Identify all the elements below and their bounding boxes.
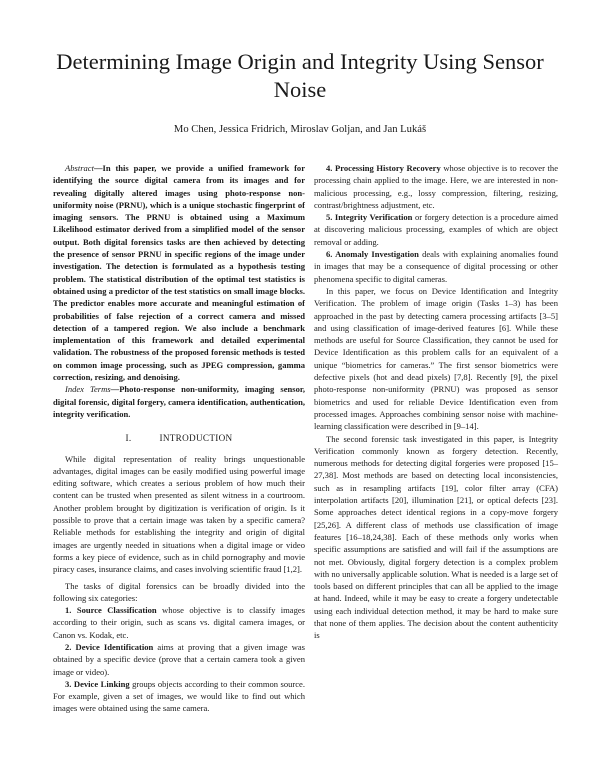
section-number: I. — [125, 433, 132, 444]
list-item-label: 2. Device Identification — [65, 641, 154, 652]
list-item-label: 5. Integrity Verification — [326, 212, 413, 223]
intro-paragraph-2: The tasks of digital forensics can be broadly divided into the following six categories: — [53, 580, 305, 603]
list-item-text: aims at proving that a given image was obtained by a specific device (prove that a certain camera took a given image or video). — [53, 641, 305, 677]
list-item-label: 4. Processing History Recovery — [326, 163, 441, 173]
list-item — [53, 641, 305, 678]
abstract-text: —In this paper, we provide a unified framework for identifying the source digital camera from its images and for revealing digitally altered images using photo-response non-uniformity noise (PRNU), which is a unique stochastic fingerprint of imaging sensors. The PRNU is obtained using a Maximum Likelihood estimator derived from a simplified model of the sensor output. Both digital forensics tasks are then achieved by detecting the presence of sensor PRNU in specific regions of the image under investigation. The detection is formulated as a hypothesis testing problem. The statistical distribution of the optimal test statistics is obtained using a predictor of the test statistics on small image blocks. The predictor enables more accurate and meaningful estimation of probabilities of false rejection of a correct camera and missed detection of a tampered region. We also include a benchmark implementation of this framework and detailed experimental validation. The robustness of the proposed forensic methods is tested on common image processing, such as JPEG compression, gamma correction, resizing, and denoising. — [53, 163, 305, 383]
list-item — [314, 211, 558, 248]
section-heading — [53, 432, 305, 444]
section-title: INTRODUCTION — [159, 433, 233, 444]
list-item — [314, 248, 558, 285]
body-paragraph-2: The second forensic task investigated in this paper, is Integrity Verification commonly known as forgery detection. Recently, numerous methods for detecting digital forgeries were proposed [15–27,38]. Most methods are based on detecting local inconsistencies, such as in resampling artifacts [19], color filter array (CFA) interpolation artifacts [20], illumination [21], or optical defects [23]. Some approaches detect identical regions in a copy-move forgery [25,26]. A different class of methods use classification of image features [16–18,24,38]. Each of these methods only works when specific assumptions are satisfied and will fail if the assumptions are not met. Obviously, digital forgery detection is a complex problem with no universally applicable solution. What is needed is a large set of tools based on different principles that can all be applied to the image at hand. Indeed, while it may be easy to create a forgery undetectable using each individual detection method, it may be hard to make sure that none of them applies. The decision about the content authenticity is — [314, 433, 558, 641]
list-item-text: deals with explaining anomalies found in images that may be a consequence of digital processing or other phenomena specific to digital cameras. — [314, 249, 559, 284]
list-item-text: whose objective is to classify images according to their origin, such as scans vs. digital camera images, or Canon vs. Kodak, etc. — [53, 605, 305, 640]
right-column — [314, 162, 558, 642]
index-terms — [53, 383, 305, 420]
body-paragraph-1: In this paper, we focus on Device Identification and Integrity Verification. The problem of image origin (Tasks 1–3) has been approached in the past by detecting camera processing artifacts [3–5] and using classification of image-derived features [6]. While these methods are useful for Source Classification, they cannot be used for Device Identification as this problem calls for an equivalent of a unique “biometrics for cameras.” The first sensor biometrics were defective pixels (hot and dead pixels) [7,8]. Recently [9], the pixel photo-response non-uniformity (PRNU) was proposed as sensor biometrics and used for reliable Device Identification even from processed images. Approaches combining sensor noise with machine-learning classification were described in [9–14]. — [314, 285, 558, 432]
list-item-text: or forgery detection is a procedure aimed at discovering malicious processing, examples of which are object removal or adding. — [314, 212, 558, 247]
list-item — [53, 678, 305, 715]
list-item — [53, 604, 305, 641]
paper-authors: Mo Chen, Jessica Fridrich, Miroslav Goljan, and Jan Lukáš — [173, 124, 427, 135]
list-item-label: 1. Source Classification — [65, 605, 157, 616]
list-item-label: 6. Anomaly Investigation — [326, 249, 419, 260]
paper-title: Determining Image Origin and Integrity Using Sensor Noise — [56, 49, 544, 102]
left-column — [53, 162, 305, 715]
list-item-text: groups objects according to their common source. For example, given a set of images, we would like to find out which images were obtained using the same camera. — [53, 678, 305, 714]
list-item — [314, 162, 558, 211]
intro-paragraph-1: While digital representation of reality brings unquestionable advantages, digital images can be easily modified using powerful image editing software, which creates a serious problem of how much their content can be trusted when presented as silent witness in a courtroom. Another problem brought by digitization is verification of origin. Is it possible to prove that a certain image was taken by a specific camera? Reliable methods for establishing the integrity and origin of digital images are urgently needed in situations when a digital image or video forms a key piece of evidence, such as in child pornography and movie piracy cases, insurance claims, and cases involving scientific fraud [1,2]. — [53, 453, 305, 575]
list-item-label: 3. Device Linking — [65, 678, 130, 689]
abstract-label: Abstract — [65, 163, 94, 173]
index-terms-label: Index Terms — [65, 384, 111, 395]
list-item-text: whose objective is to recover the processing chain applied to the image. Here, we are interested in non-malicious processing, e.g., lossy compression, filtering, resizing, contrast/brightness adjustment, etc. — [314, 163, 558, 210]
abstract — [53, 162, 305, 383]
index-terms-text: —Photo-response non-uniformity, imaging sensor, digital forensic, digital forgery, camera identification, authentication, integrity verification. — [53, 384, 305, 419]
